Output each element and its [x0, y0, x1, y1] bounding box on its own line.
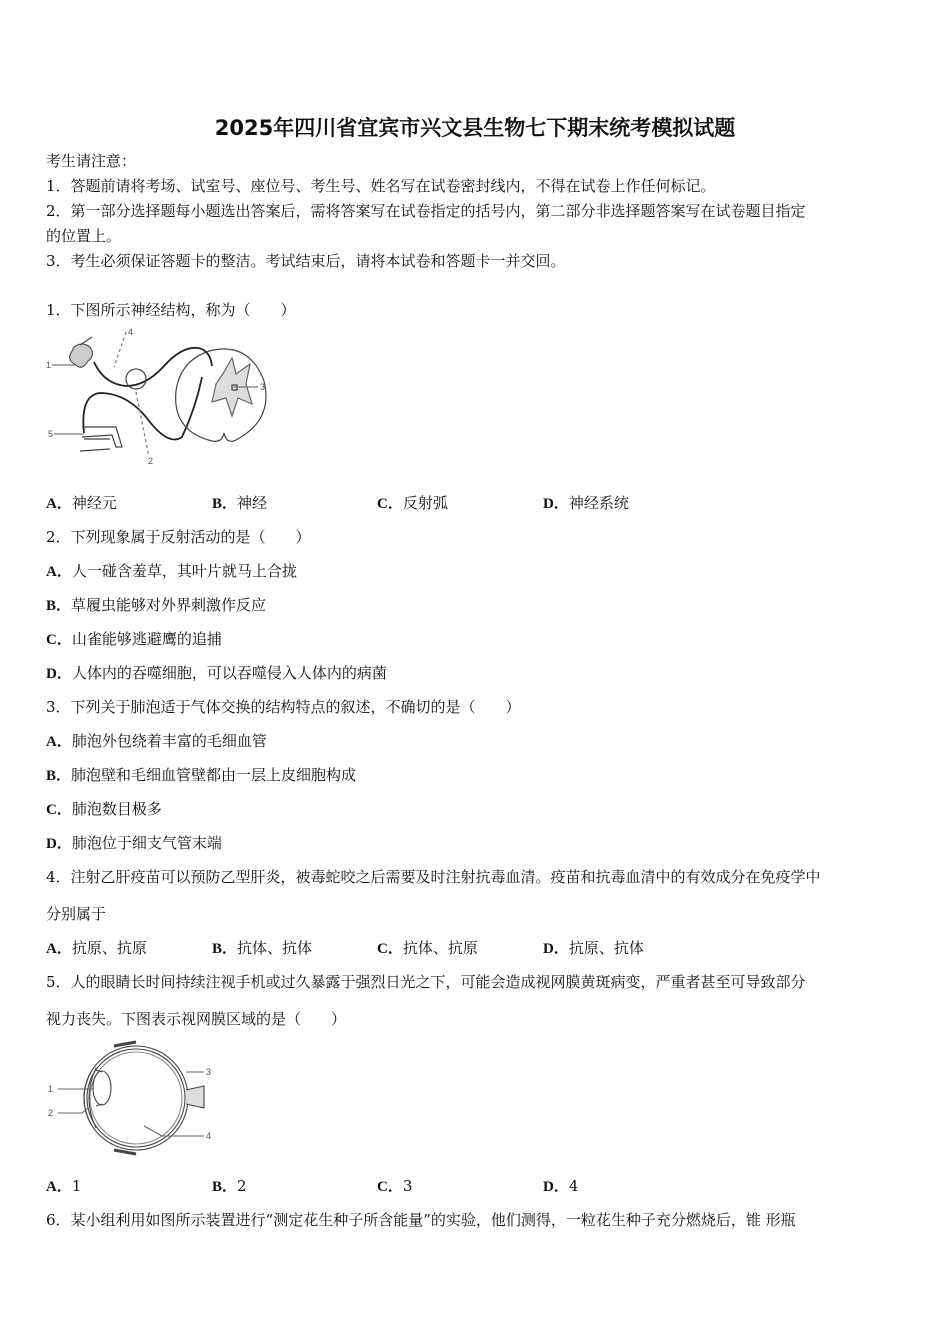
svg-text:4: 4: [206, 1131, 212, 1141]
notice-heading: 考生请注意：: [46, 152, 137, 170]
question-1-stem: 1．下图所示神经结构，称为（ ）: [46, 301, 296, 319]
svg-text:3: 3: [260, 382, 266, 392]
svg-text:2: 2: [148, 456, 154, 466]
svg-text:1: 1: [46, 360, 52, 370]
option-d[interactable]: D．抗原、抗体: [543, 939, 644, 957]
option-c[interactable]: C．抗体、抗原: [377, 939, 478, 957]
question-2-option-b[interactable]: B．草履虫能够对外界刺激作反应: [46, 596, 267, 614]
eyeball-illustration: [44, 1038, 224, 1158]
question-3-option-c[interactable]: C．肺泡数目极多: [46, 800, 162, 818]
notice-item-2-cont: 的位置上。: [46, 227, 122, 245]
question-3-option-a[interactable]: A．肺泡外包绕着丰富的毛细血管: [46, 732, 267, 750]
option-a[interactable]: A．抗原、抗原: [46, 939, 147, 957]
reflex-arc-illustration: [44, 327, 274, 467]
option-d[interactable]: D．神经系统: [543, 494, 629, 512]
question-4-stem: 4．注射乙肝疫苗可以预防乙型肝炎，被毒蛇咬之后需要及时注射抗毒血清。疫苗和抗毒血清中的有效成分在免疫学中: [46, 868, 821, 886]
notice-item-2: 2．第一部分选择题每小题选出答案后，需将答案写在试卷指定的括号内，第二部分非选择题答案写在试卷题目指定: [46, 202, 806, 220]
option-c[interactable]: C．3: [377, 1177, 413, 1195]
svg-text:4: 4: [128, 327, 134, 337]
notice-item-3: 3．考生必须保证答题卡的整洁。考试结束后，请将本试卷和答题卡一并交回。: [46, 252, 566, 270]
question-4-stem-cont: 分别属于: [46, 905, 107, 923]
question-2-stem: 2．下列现象属于反射活动的是（ ）: [46, 528, 311, 546]
question-2-option-d[interactable]: D．人体内的吞噬细胞，可以吞噬侵入人体内的病菌: [46, 664, 387, 682]
option-a[interactable]: A．1: [46, 1177, 82, 1195]
question-5-stem-cont: 视力丧失。下图表示视网膜区域的是（ ）: [46, 1010, 347, 1028]
question-3-stem: 3．下列关于肺泡适于气体交换的结构特点的叙述，不确切的是（ ）: [46, 698, 521, 716]
question-3-option-b[interactable]: B．肺泡壁和毛细血管壁都由一层上皮细胞构成: [46, 766, 357, 784]
svg-text:3: 3: [206, 1067, 212, 1077]
option-c[interactable]: C．反射弧: [377, 494, 448, 512]
question-2-option-c[interactable]: C．山雀能够逃避鹰的追捕: [46, 630, 222, 648]
svg-text:1: 1: [48, 1084, 54, 1094]
question-3-option-d[interactable]: D．肺泡位于细支气管末端: [46, 834, 222, 852]
option-b[interactable]: B．神经: [212, 494, 268, 512]
reflex-arc-diagram: [44, 327, 274, 467]
svg-text:5: 5: [48, 429, 54, 439]
notice-item-1: 1．答题前请将考场、试室号、座位号、考生号、姓名写在试卷密封线内，不得在试卷上作任何标记。: [46, 177, 716, 195]
option-b[interactable]: B．抗体、抗体: [212, 939, 313, 957]
svg-text:2: 2: [48, 1108, 54, 1118]
option-a[interactable]: A．神经元: [46, 494, 117, 512]
question-6-stem: 6．某小组利用如图所示装置进行“测定花生种子所含能量”的实验，他们测得，一粒花生种子充分燃烧后，锥 形瓶: [46, 1211, 796, 1229]
question-5-stem: 5．人的眼睛长时间持续注视手机或过久暴露于强烈日光之下，可能会造成视网膜黄斑病变，严重者甚至可导致部分: [46, 973, 806, 991]
page-title: 2025年四川省宜宾市兴文县生物七下期末统考模拟试题: [214, 116, 736, 140]
eyeball-diagram: [44, 1038, 224, 1158]
option-b[interactable]: B．2: [212, 1177, 247, 1195]
question-2-option-a[interactable]: A．人一碰含羞草，其叶片就马上合拢: [46, 562, 297, 580]
option-d[interactable]: D．4: [543, 1177, 579, 1195]
